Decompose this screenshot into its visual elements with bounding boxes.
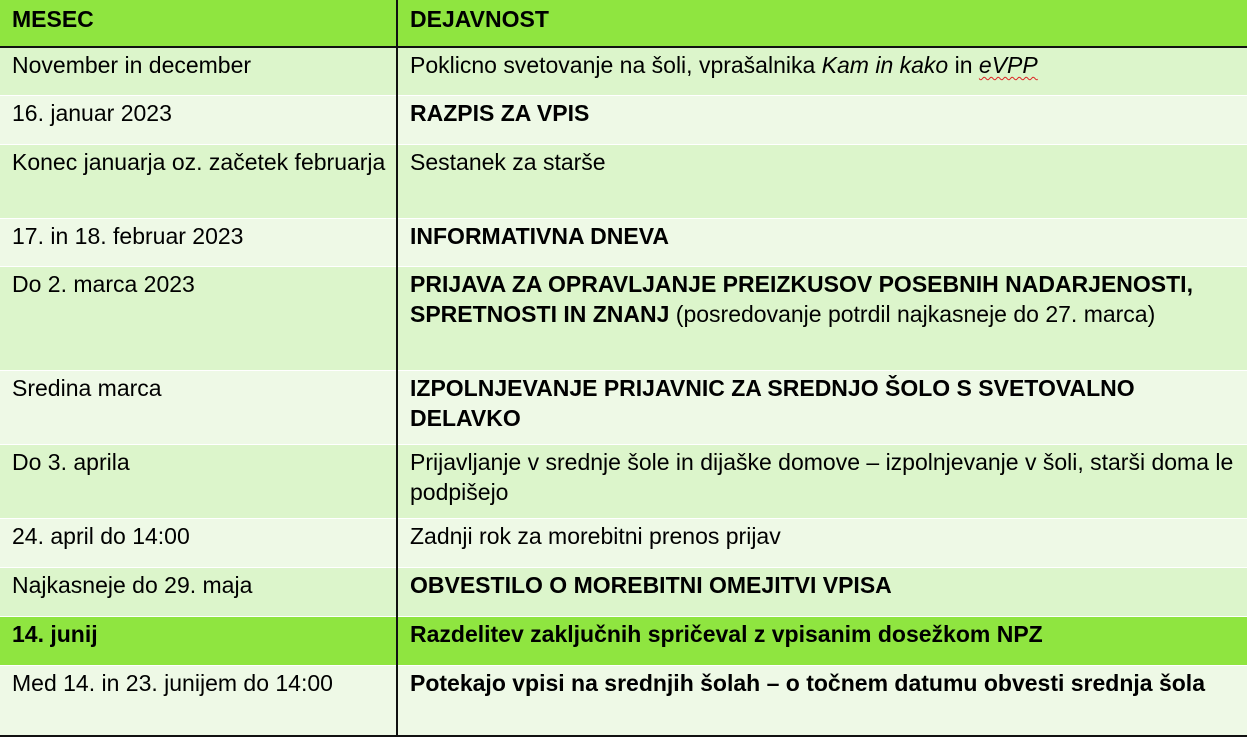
table-row [0,518,1247,567]
table-row [0,266,1247,370]
row-activity: INFORMATIVNA DNEVA [397,218,1247,266]
table-row [0,370,1247,444]
activity-bold: PRIJAVA ZA OPRAVLJANJE PREIZKUSOV POSEBNIH NADARJENOSTI, SPRETNOSTI IN ZNANJ [410,270,1193,327]
table-row [0,218,1247,266]
row-month: 16. januar 2023 [0,95,397,144]
table-row [0,444,1247,518]
activity-italic-spellcheck: eVPP [978,52,1038,78]
table-row [0,144,1247,218]
header-month: MESEC [0,0,397,47]
row-activity: OBVESTILO O MOREBITNI OMEJITVI VPISA [397,567,1247,616]
activity-text: (posredovanje potrdil najkasneje do 27. marca) [669,300,1156,327]
row-activity: Zadnji rok za morebitni prenos prijav [397,518,1247,567]
row-month: Najkasneje do 29. maja [0,567,397,616]
header-activity: DEJAVNOST [397,0,1247,47]
table-row [0,665,1247,736]
row-month: November in december [0,47,397,95]
row-month: Med 14. in 23. junijem do 14:00 [0,665,397,736]
row-activity: RAZPIS ZA VPIS [397,95,1247,144]
table-row-highlighted [0,616,1247,665]
row-activity: IZPOLNJEVANJE PRIJAVNIC ZA SREDNJO ŠOLO S SVETOVALNO DELAVKO [397,370,1247,444]
row-month: 17. in 18. februar 2023 [0,218,397,266]
row-month: Sredina marca [0,370,397,444]
row-activity [397,47,1247,95]
table-row [0,95,1247,144]
row-month: Konec januarja oz. začetek februarja [0,144,397,218]
table-row [0,47,1247,95]
row-activity: Potekajo vpisi na srednjih šolah – o točnem datumu obvesti srednja šola [397,665,1247,736]
row-activity [397,266,1247,370]
row-activity: Razdelitev zaključnih spričeval z vpisanim dosežkom NPZ [397,616,1247,665]
activity-italic: Kam in kako [821,52,949,78]
row-activity: Sestanek za starše [397,144,1247,218]
table-row [0,567,1247,616]
activity-text: in [948,52,979,78]
row-month: 14. junij [0,616,397,665]
activity-text: Poklicno svetovanje na šoli, vprašalnika [410,52,822,78]
row-activity: Prijavljanje v srednje šole in dijaške domove – izpolnjevanje v šoli, starši doma le podpišejo [397,444,1247,518]
row-month: 24. april do 14:00 [0,518,397,567]
row-month: Do 3. aprila [0,444,397,518]
table-header-row [0,0,1247,47]
row-month: Do 2. marca 2023 [0,266,397,370]
